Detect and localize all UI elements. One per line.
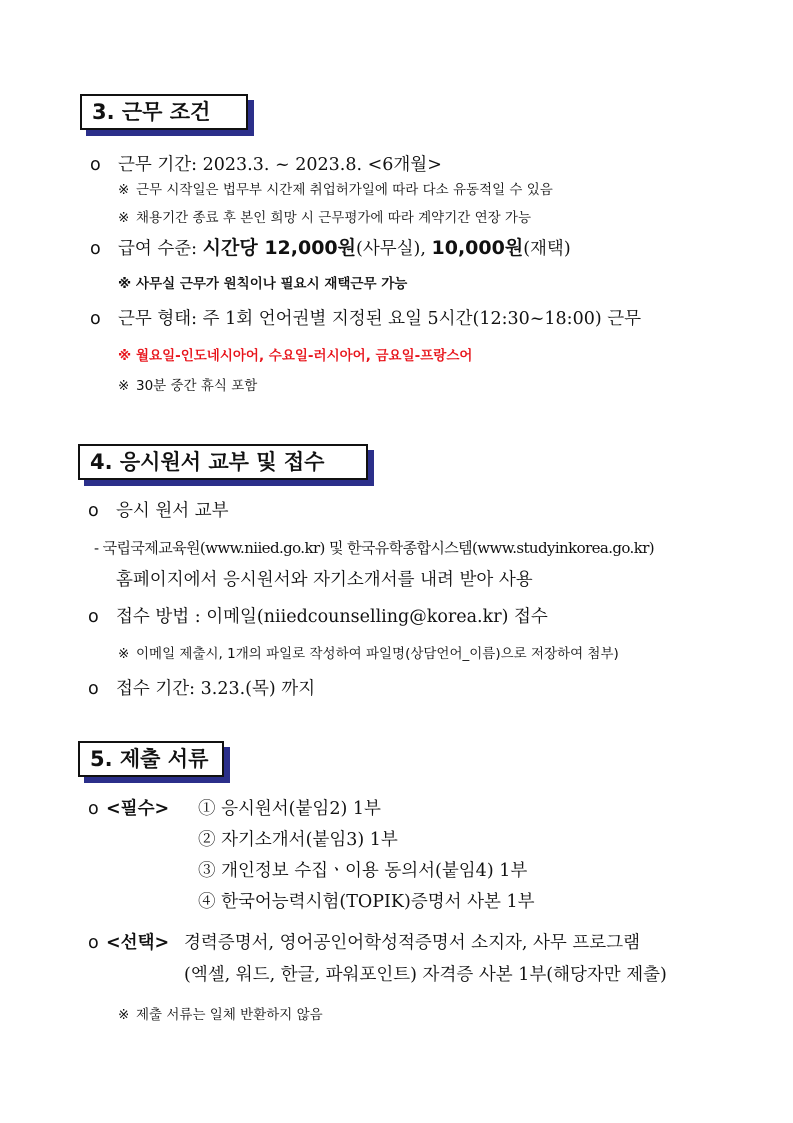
bullet-icon: o (88, 607, 99, 627)
bullet-icon: o (90, 239, 101, 259)
note-email-file: ※ 이메일 제출시, 1개의 파일로 작성하여 파일명(상담언어_이름)으로 저장하여 첨부) (118, 646, 619, 662)
required-item: ③ 개인정보 수집ㆍ이용 동의서(붙임4) 1부 (198, 861, 528, 881)
work-period: 근무 기간: 2023.3. ~ 2023.8. <6개월> (118, 155, 442, 175)
section-4-title: 4. 응시원서 교부 및 접수 (90, 450, 325, 474)
submission-deadline-line: o 접수 기간: 3.23.(목) 까지 (88, 679, 316, 699)
submission-method-line: o 접수 방법 : 이메일(niiedcounselling@korea.kr) 접수 (88, 607, 548, 627)
section-3-title: 3. 근무 조건 (92, 100, 211, 124)
reference-mark-icon: ※ (118, 348, 132, 364)
bullet-icon: o (88, 679, 99, 699)
reference-mark-icon: ※ (118, 1007, 130, 1023)
reference-mark-icon: ※ (118, 210, 130, 226)
bullet-icon: o (88, 933, 99, 953)
form-issue-detail-2: 홈페이지에서 응시원서와 자기소개서를 내려 받아 사용 (116, 570, 533, 590)
note-start-date: ※ 근무 시작일은 법무부 시간제 취업허가일에 따라 다소 유동적일 수 있음 (118, 182, 553, 198)
pay-office: 시간당 12,000원 (202, 237, 357, 259)
pay-line: o 급여 수준: 시간당 12,000원(사무실), 10,000원(재택) (90, 237, 571, 259)
section-5-title: 5. 제출 서류 (90, 747, 209, 771)
note-break: ※ 30분 중간 휴식 포함 (118, 378, 258, 394)
section-4-heading (78, 444, 368, 480)
note-no-return: ※ 제출 서류는 일체 반환하지 않음 (118, 1007, 323, 1023)
form-issue-detail-1: - 국립국제교육원(www.niied.go.kr) 및 한국유학종합시스템(www.studyinkorea.go.kr) (94, 539, 655, 557)
optional-docs-line: o <선택> 경력증명서, 영어공인어학성적증명서 소지자, 사무 프로그램 (88, 929, 640, 954)
optional-docs-line-2: (엑셀, 워드, 한글, 파워포인트) 자격증 사본 1부(해당자만 제출) (184, 965, 667, 985)
required-item-3 (198, 857, 527, 882)
form-issue-line: o 응시 원서 교부 (88, 501, 229, 521)
required-item: ① 응시원서(붙임2) 1부 (198, 799, 381, 819)
required-item-2 (198, 826, 398, 851)
required-item: ② 자기소개서(붙임3) 1부 (198, 830, 398, 850)
required-item-4 (198, 888, 535, 913)
bullet-icon: o (90, 155, 101, 175)
bullet-icon: o (90, 309, 101, 329)
reference-mark-icon: ※ (118, 378, 130, 394)
note-language-days: ※ 월요일-인도네시아어, 수요일-러시아어, 금요일-프랑스어 (118, 348, 473, 364)
optional-label: <선택> (106, 933, 170, 953)
bullet-icon: o (88, 501, 99, 521)
work-period-line (90, 151, 442, 176)
pay-remote: 10,000원 (431, 237, 524, 259)
section-5-heading (78, 741, 224, 777)
bullet-icon: o (88, 799, 99, 819)
section-3-heading (80, 94, 248, 130)
note-remote-work: ※ 사무실 근무가 원칙이나 필요시 재택근무 가능 (118, 276, 408, 292)
note-extension: ※ 채용기간 종료 후 본인 희망 시 근무평가에 따라 계약기간 연장 가능 (118, 210, 532, 226)
required-label: <필수> (106, 799, 170, 819)
required-item: ④ 한국어능력시험(TOPIK)증명서 사본 1부 (198, 892, 535, 912)
work-form-line: o 근무 형태: 주 1회 언어권별 지정된 요일 5시간(12:30~18:00) 근무 (90, 309, 642, 329)
reference-mark-icon: ※ (118, 646, 130, 662)
required-docs-line (88, 795, 381, 820)
reference-mark-icon: ※ (118, 182, 130, 198)
reference-mark-icon: ※ (118, 276, 132, 292)
